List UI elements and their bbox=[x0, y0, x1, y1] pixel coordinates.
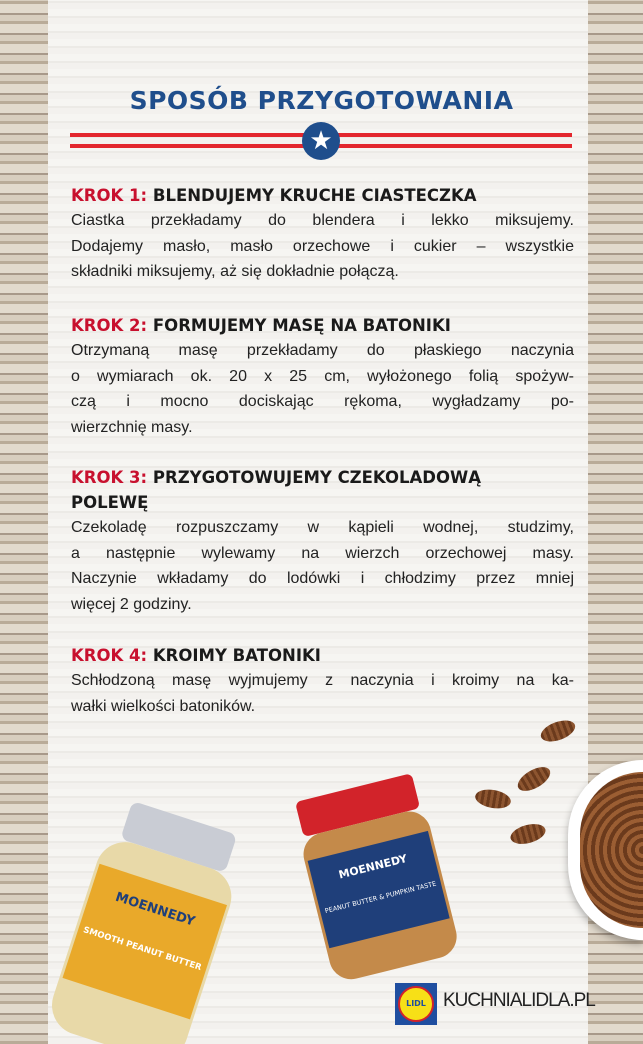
product-name: PEANUT BUTTER & PUMPKIN TASTE bbox=[324, 879, 438, 916]
step-text: wałki wielkości batoników. bbox=[71, 697, 256, 715]
lidl-logo-text: LIDL bbox=[398, 986, 434, 1022]
step-text: Otrzymaną masę przekładamy do płaskiego naczynia bbox=[71, 342, 574, 359]
step-text: czą i mocno dociskając rękoma, wygładzamy po- bbox=[71, 393, 574, 410]
lidl-logo bbox=[395, 983, 437, 1025]
step-text: Dodajemy masło, masło orzechowe i cukier – wszystkie bbox=[71, 237, 574, 255]
step-label: KROK 4: bbox=[71, 646, 148, 665]
step-text: więcej 2 godziny. bbox=[71, 595, 192, 613]
peanut-butter-jar bbox=[20, 800, 260, 1044]
step-heading: FORMUJEMY MASĘ NA BATONIKI bbox=[152, 316, 451, 335]
step-text: Ciastka przekładamy do blendera i lekko miksujemy. bbox=[71, 212, 574, 229]
step-heading: KROIMY BATONIKI bbox=[152, 646, 321, 665]
step-2 bbox=[71, 313, 574, 440]
step-text: składniki miksujemy, aż się dokładnie połączą. bbox=[71, 263, 399, 280]
step-text: wierzchnię masy. bbox=[71, 418, 193, 436]
step-text: Czekoladę rozpuszczamy w kąpieli wodnej, studzimy, bbox=[71, 519, 574, 536]
step-text: Naczynie wkładamy do lodówki i chłodzimy przez mniej bbox=[71, 570, 574, 587]
step-1 bbox=[71, 183, 574, 285]
step-heading: PRZYGOTOWUJEMY CZEKOLADOWĄ bbox=[152, 468, 481, 487]
step-text: o wymiarach ok. 20 x 25 cm, wyłożonego folią spożyw- bbox=[71, 367, 574, 385]
step-text: Schłodzoną masę wyjmujemy z naczynia i kroimy na ka- bbox=[71, 672, 574, 689]
product-name: SMOOTH PEANUT BUTTER bbox=[81, 925, 203, 974]
pumpkin-peanut-butter-jar bbox=[285, 765, 465, 985]
step-heading: POLEWĘ bbox=[71, 493, 149, 512]
step-heading: BLENDUJEMY KRUCHE CIASTECZKA bbox=[152, 186, 477, 205]
step-label: KROK 2: bbox=[71, 316, 148, 335]
site-link[interactable]: KUCHNIALIDLA.PL bbox=[443, 990, 595, 1011]
product-brand: MOENNEDY bbox=[113, 889, 197, 930]
step-3 bbox=[71, 465, 574, 617]
step-label: KROK 3: bbox=[71, 468, 148, 487]
product-brand: MOENNEDY bbox=[337, 851, 409, 882]
star-icon: ★ bbox=[302, 122, 340, 160]
page-title: SPOSÓB PRZYGOTOWANIA bbox=[129, 86, 514, 115]
pecans-in-bowl bbox=[580, 772, 643, 928]
step-label: KROK 1: bbox=[71, 186, 148, 205]
step-4 bbox=[71, 643, 574, 719]
step-text: a następnie wylewamy na wierzch orzechowej masy. bbox=[71, 544, 574, 562]
